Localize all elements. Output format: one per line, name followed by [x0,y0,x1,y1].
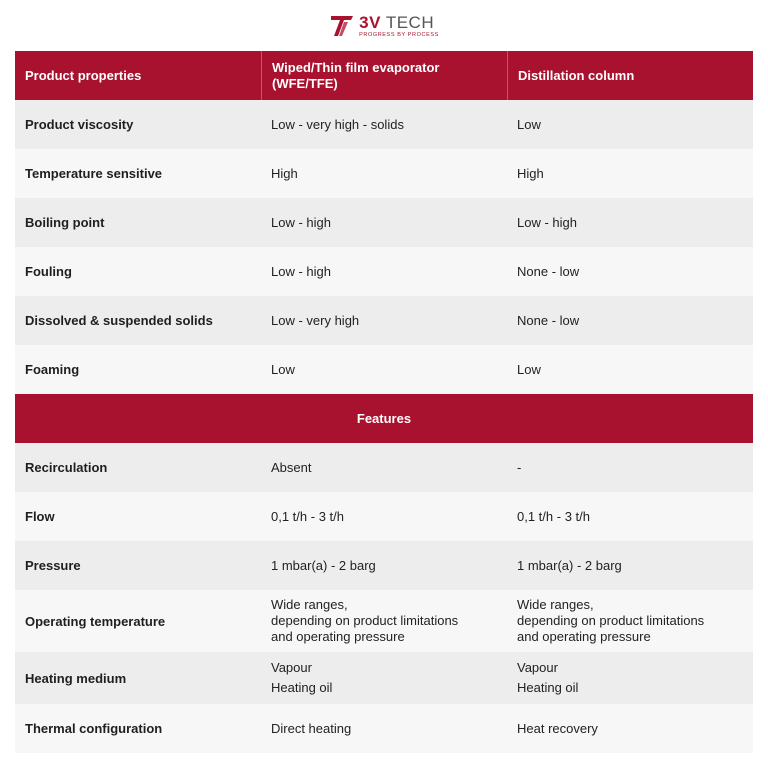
dc-value: Heat recovery [517,721,598,736]
features-title: Features [356,411,412,426]
wfe-value: Low [271,362,295,377]
dc-value: Low [517,117,541,132]
wfe-value: 1 mbar(a) - 2 barg [271,558,376,573]
dc-value: None - low [517,313,580,328]
wfe-value: Low - high [271,215,331,230]
dc-value: - [517,460,522,475]
dc-value: Low - high [517,215,577,230]
header-product-properties: Product properties [25,68,142,83]
dc-value: None - low [517,264,580,279]
wfe-value: Low - very high [271,313,360,328]
dc-value: High [517,166,544,181]
tech-logo-icon [329,13,355,39]
dc-value: Vapour Heating oil [517,660,579,695]
table-row [15,345,753,394]
row-label: Temperature sensitive [25,166,163,181]
dc-value: Wide ranges, depending on product limitations and operating pressure [517,597,705,644]
row-label: Boiling point [25,215,105,230]
row-label: Flow [25,509,55,524]
row-label: Fouling [25,264,72,279]
row-label: Thermal configuration [25,721,163,736]
row-label: Product viscosity [25,117,134,132]
header-distillation: Distillation column [507,51,753,100]
row-label: Heating medium [25,670,127,686]
table-header [15,51,753,100]
table-row [15,541,753,590]
table-row [15,149,753,198]
table-row [15,492,753,541]
table-row [15,590,753,652]
wfe-value: Direct heating [271,721,352,736]
table-row [15,198,753,247]
table-row [15,704,753,753]
table-row [15,652,753,704]
row-label: Dissolved & suspended solids [25,313,213,328]
comparison-table [15,51,753,753]
header-wfe: Wiped/Thin film evaporator (WFE/TFE) [261,51,507,100]
row-label: Recirculation [25,460,108,475]
brand-logo [0,10,768,42]
features-section-header [15,394,753,443]
row-label: Operating temperature [25,613,166,629]
row-label: Pressure [25,558,81,573]
wfe-value: Vapour Heating oil [271,660,333,695]
wfe-value: Low - very high - solids [271,117,404,132]
wfe-value: Wide ranges, depending on product limitations and operating pressure [271,597,459,644]
wfe-value: Absent [271,460,312,475]
wfe-value: High [271,166,298,181]
dc-value: Low [517,362,541,377]
table-row [15,100,753,149]
brand-name: 3V TECH [359,12,435,32]
table-row [15,247,753,296]
wfe-value: 0,1 t/h - 3 t/h [271,509,344,524]
brand-tagline: PROGRESS BY PROCESS [359,31,439,38]
dc-value: 1 mbar(a) - 2 barg [517,558,622,573]
table-row [15,443,753,492]
row-label: Foaming [25,362,80,377]
dc-value: 0,1 t/h - 3 t/h [517,509,590,524]
table-row [15,296,753,345]
wfe-value: Low - high [271,264,331,279]
